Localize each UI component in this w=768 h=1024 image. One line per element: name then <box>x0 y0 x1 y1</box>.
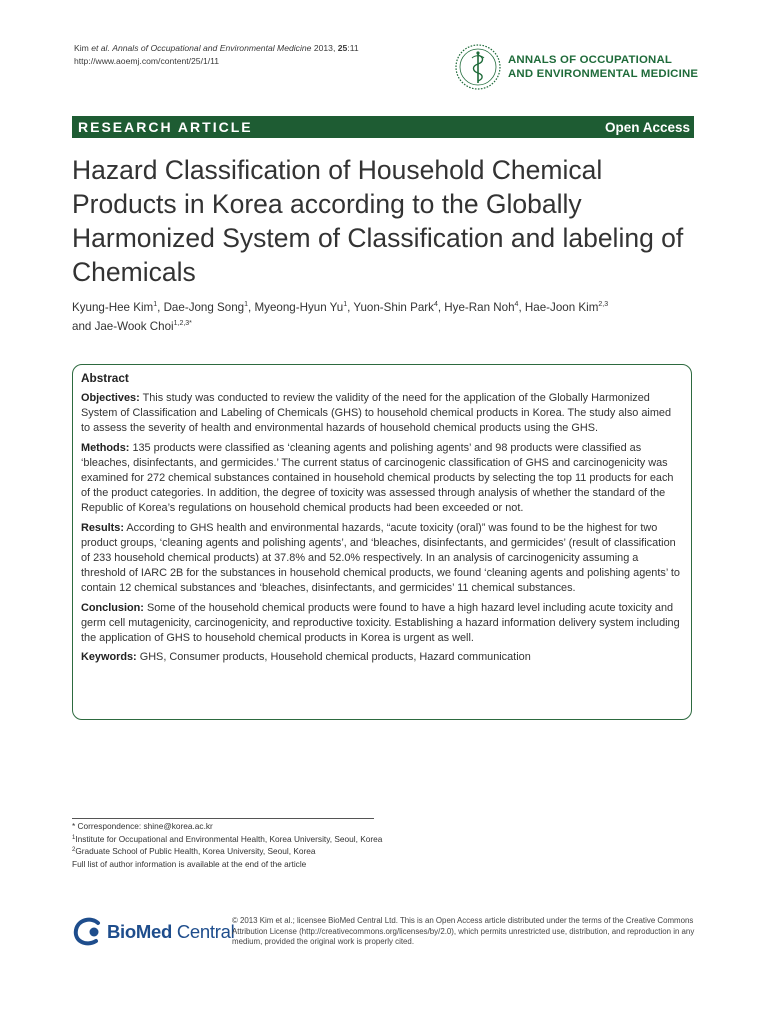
author-affiliation-mark: 1 <box>244 301 249 308</box>
conclusion-text: Some of the household chemical products were found to have a high hazard level including acute toxicity and germ cell mutagenicity, carcinogenicity, and reproductive toxicity. Establishing a hazard information delivery system including the application of GHS to household chemical products in Korea is urgent as well. <box>81 601 680 645</box>
affiliation-mark: 1 <box>72 834 76 841</box>
citation-etal: et al. <box>91 43 110 53</box>
methods-text: 135 products were classified as ‘cleaning agents and polishing agents’ and 98 products were classified as ‘bleaches, disinfectants, and germicides.’ The current status of carcinogenic classification of GHS and carcinogenicity was examined for 272 chemical substances contained in household chemical products by selecting the top 11 products for each of the product categories. In addition, the degree of toxicity was assessed through analysis of whether the standard of the Republic of Korea’s regulations on household chemical products had been exceeded or not. <box>81 441 674 515</box>
author-name: Dae-Jong Song <box>163 301 245 314</box>
open-access-label: Open Access <box>604 119 690 135</box>
author-affiliation-mark: 4 <box>433 301 438 308</box>
author-list <box>72 298 712 336</box>
author-separator: , <box>248 301 255 314</box>
methods-label: Methods: <box>81 441 130 454</box>
affiliation-text: Graduate School of Public Health, Korea University, Seoul, Korea <box>75 846 316 857</box>
biomed-swoosh-icon <box>72 917 104 947</box>
author-name: Hae-Joon Kim <box>524 301 599 314</box>
author-separator: , <box>157 301 164 314</box>
affiliation-2 <box>72 845 392 858</box>
author-affiliation-mark: 1 <box>153 301 158 308</box>
article-title: Hazard Classification of Household Chemical Products in Korea according to the Globally Harmonized System of Classification and labeling of Chemicals <box>72 155 684 287</box>
article-type-label: RESEARCH ARTICLE <box>78 119 253 135</box>
author-separator: , <box>347 301 354 314</box>
journal-name-line1: ANNALS OF OCCUPATIONAL <box>508 54 673 66</box>
biomed-central-wordmark <box>107 921 234 943</box>
affiliation-text: Institute for Occupational and Environmental Health, Korea University, Seoul, Korea <box>75 833 383 844</box>
author-separator: , <box>518 301 525 314</box>
citation-volume: 25 <box>337 43 348 53</box>
journal-name <box>508 53 698 81</box>
footnotes <box>72 820 392 870</box>
objectives-text: This study was conducted to review the validity of the need for the application of the Globally Harmonized System of Classification and Labeling of Chemicals (GHS) to household chemical products in Korea. The study also aimed to assess the severity of health and environmental hazards of household chemical products using the GHS. <box>81 392 672 435</box>
abstract-methods <box>81 441 683 517</box>
author-name: Kyung-Hee Kim <box>72 301 154 314</box>
abstract-box <box>72 364 692 720</box>
objectives-label: Objectives: <box>81 392 140 404</box>
results-text: According to GHS health and environmental hazards, “acute toxicity (oral)” was found to be the highest for two product groups, ‘cleaning agents and polishing agents’, and ‘bleaches, disinfectants, and germicides’ (result of classification of 233 household chemical products) at 37.8% and 52.0% respectively. In an analysis of carcinogenicity assuming a threshold of IARC 2B for the substances in household chemical products, we found ‘cleaning agents and polishing agents’ to contain 12 chemical substances and ‘bleaches, disinfectants, and germicides’ 11 chemical substances. <box>81 521 680 595</box>
author-affiliation-mark: 4 <box>514 301 519 308</box>
citation-year: 2013, <box>313 43 336 53</box>
author-info-note: Full list of author information is available at the end of the article <box>72 858 307 869</box>
journal-emblem-icon <box>454 43 502 91</box>
author-name: and Jae-Wook Choi <box>72 320 174 333</box>
citation-line <box>74 42 359 55</box>
citation-header <box>74 42 359 68</box>
footnote-divider <box>72 818 374 819</box>
citation-authors: Kim <box>74 43 89 53</box>
author-separator: , <box>437 301 445 314</box>
author-line-2 <box>72 317 712 336</box>
author-name: Yuon-Shin Park <box>353 301 434 314</box>
abstract-results <box>81 521 683 597</box>
author-affiliation-mark: 2,3 <box>598 301 609 308</box>
author-line-1 <box>72 298 712 317</box>
article-type-banner <box>72 116 694 138</box>
biomed-wordmark-light: Central <box>172 921 235 942</box>
affiliation-1 <box>72 833 392 846</box>
author-affiliation-mark: 1 <box>343 301 348 308</box>
keywords-label: Keywords: <box>81 651 137 664</box>
abstract-keywords <box>81 650 683 665</box>
journal-logo <box>454 43 698 91</box>
journal-name-line2: AND ENVIRONMENTAL MEDICINE <box>508 68 699 80</box>
citation-journal: Annals of Occupational and Environmental Medicine <box>112 43 312 53</box>
author-name: Hye-Ran Noh <box>444 301 515 314</box>
abstract-heading: Abstract <box>81 371 129 385</box>
affiliation-mark: 2 <box>72 847 76 854</box>
results-label: Results: <box>81 521 124 534</box>
keywords-text: GHS, Consumer products, Household chemical products, Hazard communication <box>139 651 531 664</box>
abstract-objectives <box>81 391 683 437</box>
citation-article: :11 <box>347 43 359 53</box>
article-url[interactable]: http://www.aoemj.com/content/25/1/11 <box>74 56 220 66</box>
license-statement: © 2013 Kim et al.; licensee BioMed Central Ltd. This is an Open Access article distributed under the terms of the Creative Commons Attribution License (http://creativecommons.org/licenses/by/2.0), which permits unrestricted use, distribution, and reproduction in any medium, provided the original work is properly cited. <box>232 916 695 947</box>
author-name: Myeong-Hyun Yu <box>254 301 344 314</box>
correspondence-note: * Correspondence: shine@korea.ac.kr <box>72 821 213 831</box>
conclusion-label: Conclusion: <box>81 601 144 614</box>
abstract-conclusion <box>81 601 683 647</box>
biomed-wordmark-bold: BioMed <box>107 921 173 942</box>
biomed-central-logo <box>72 917 234 947</box>
author-affiliation-mark: 1,2,3* <box>173 320 192 327</box>
